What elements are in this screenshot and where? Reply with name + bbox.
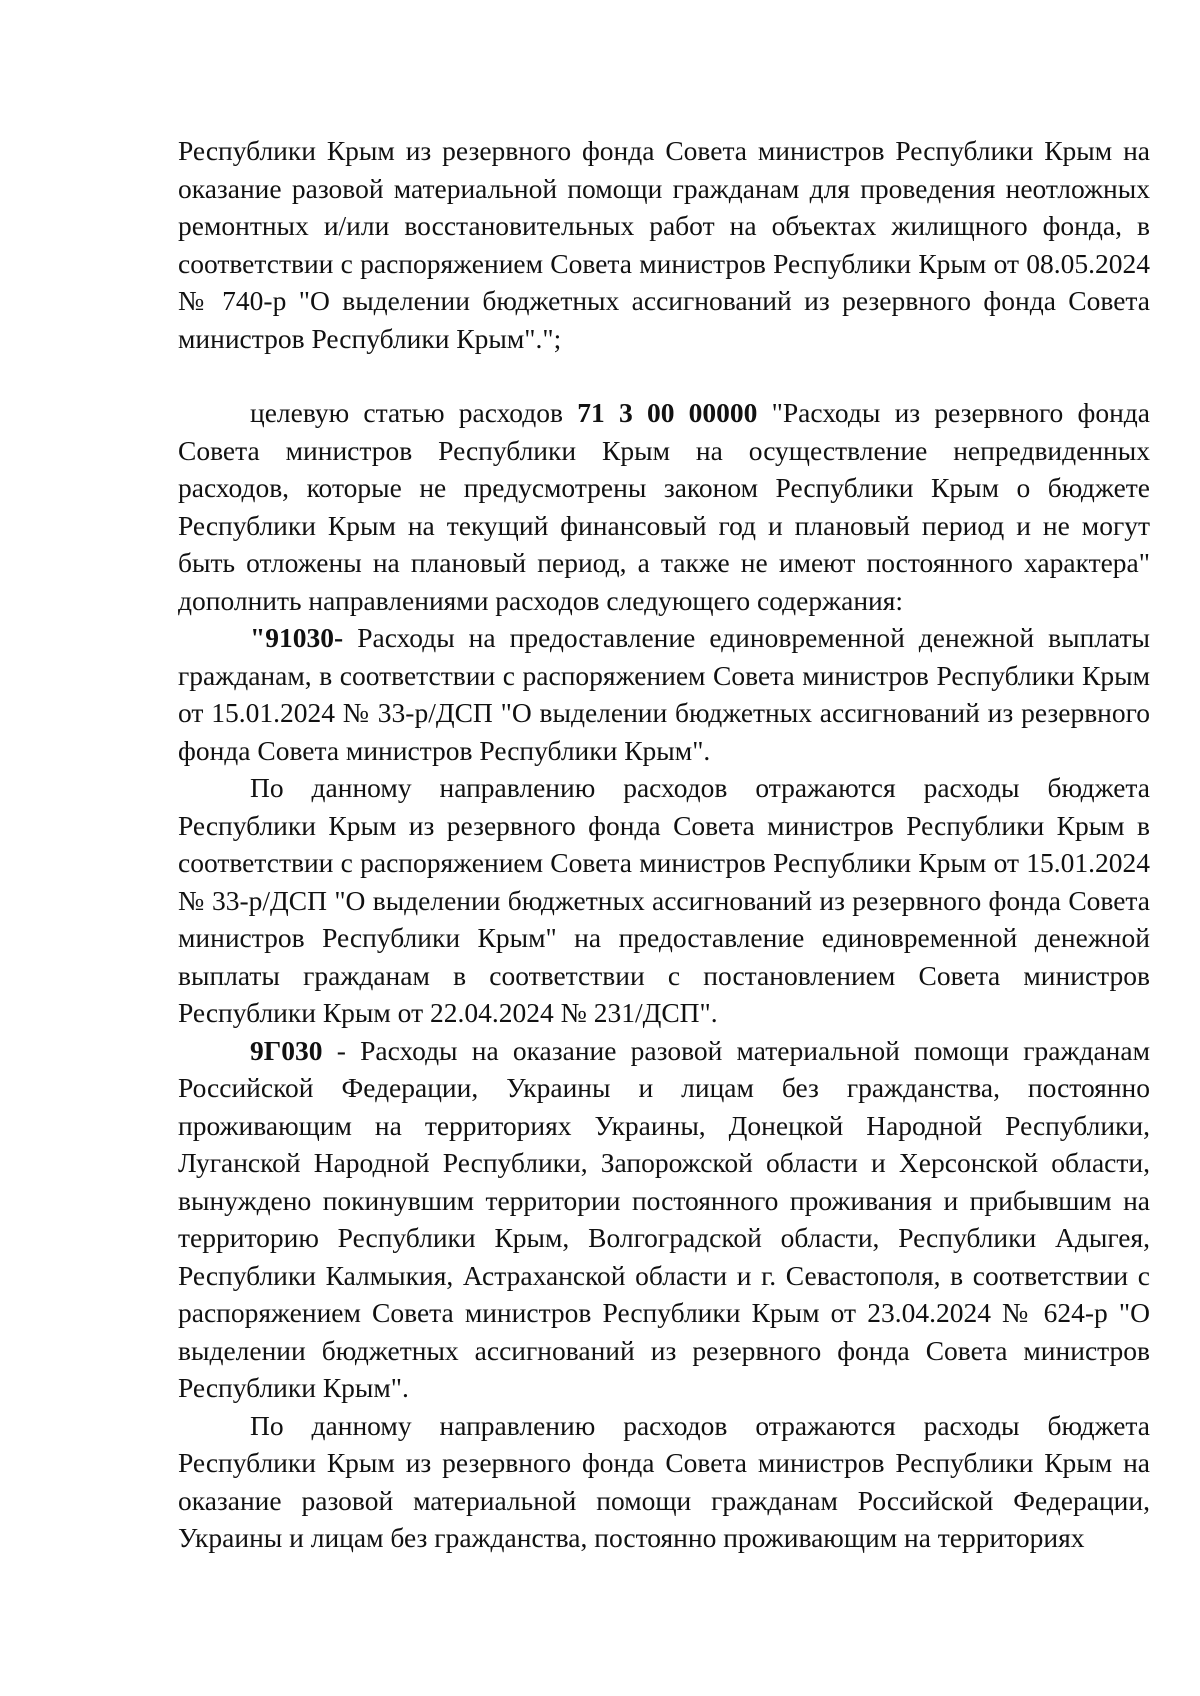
paragraph-target-article <box>178 394 1150 619</box>
paragraph-continuation: Республики Крым из резервного фонда Совета министров Республики Крым на оказание разовой материальной помощи гражданам для проведения неотложных ремонтных и/или восстановительных работ на объектах жилищного фонда, в соответствии с распоряжением Совета министров Республики Крым от 08.05.2024 № 740-р "О выделении бюджетных ассигнований из резервного фонда Совета министров Республики Крым"."; <box>178 135 1150 354</box>
paragraph-expense-9g030-details: По данному направлению расходов отражаются расходы бюджета Республики Крым из резервного фонда Совета министров Республики Крым на оказание разовой материальной помощи гражданам Российской Федерации, Украины и лицам без гражданства, постоянно проживающим на территориях <box>178 1409 1150 1553</box>
paragraph-expense-91030 <box>178 619 1150 769</box>
paragraph-expense-9g030 <box>178 1032 1150 1407</box>
paragraph-lead: целевую статью расходов <box>250 397 563 428</box>
paragraph-expense-91030-details: По данному направлению расходов отражаются расходы бюджета Республики Крым из резервного фонда Совета министров Республики Крым в соответствии с распоряжением Совета министров Республики Крым от 15.01.2024 № 33-р/ДСП "О выделении бюджетных ассигнований из резервного фонда Совета министров Республики Крым" на предоставление единовременной денежной выплаты гражданам в соответствии с постановлением Совета министров Республики Крым от 22.04.2024 № 231/ДСП". <box>178 772 1150 1028</box>
paragraph-text: "Расходы из резервного фонда Совета министров Республики Крым на осуществление непредвиденных расходов, которые не предусмотрены законом Республики Крым о бюджете Республики Крым на текущий финансовый год и плановый период и не могут быть отложены на плановый период, а также не имеют постоянного характера" дополнить направлениями расходов следующего содержания: <box>178 397 1151 616</box>
budget-code: 71 3 00 00000 <box>577 397 758 428</box>
budget-code: "91030- <box>250 622 344 653</box>
document-text-main <box>178 394 1150 1557</box>
budget-code: 9Г030 <box>250 1034 323 1066</box>
document-text-top <box>178 132 1150 357</box>
paragraph-text: Расходы на предоставление единовременной денежной выплаты гражданам, в соответствии с распоряжением Совета министров Республики Крым от 15.01.2024 № 33-р/ДСП "О выделении бюджетных ассигнований из резервного фонда Совета министров Республики Крым". <box>178 622 1151 766</box>
paragraph-text: - Расходы на оказание разовой материальной помощи гражданам Российской Федерации, Украины и лицам без гражданства, постоянно проживающим на территориях Украины, Донецкой Народной Республики, Луганской Народной Республики, Запорожской области и Херсонской области, вынуждено покинувшим территории постоянного проживания и прибывшим на территорию Республики Крым, Волгоградской области, Республики Адыгея, Республики Калмыкия, Астраханской области и г. Севастополя, в соответствии с распоряжением Совета министров Республики Крым от 23.04.2024 № 624-р "О выделении бюджетных ассигнований из резервного фонда Совета министров Республики Крым". <box>178 1034 1150 1403</box>
